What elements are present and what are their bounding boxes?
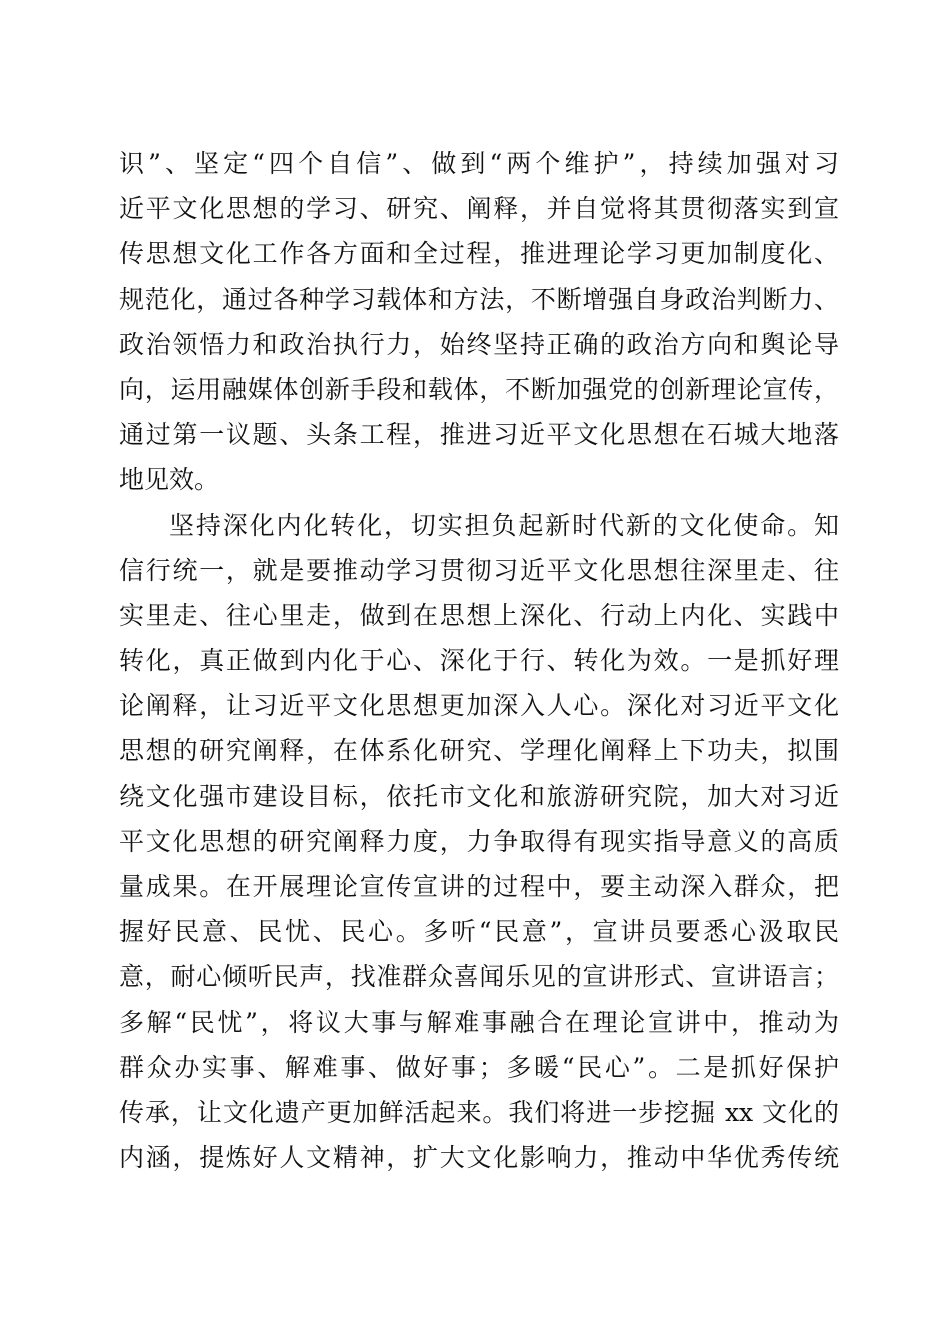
text-line: 传承，让文化遗产更加鲜活起来。我们将进一步挖掘 xx 文化的 bbox=[119, 1097, 839, 1127]
text-line: 地见效。 bbox=[119, 465, 220, 495]
text-line: 内涵，提炼好人文精神，扩大文化影响力，推动中华优秀传统 bbox=[119, 1143, 839, 1173]
text-line: 政治领悟力和政治执行力，始终坚持正确的政治方向和舆论导 bbox=[119, 329, 839, 359]
text-line: 握好民意、民忧、民心。多听“民意”，宣讲员要悉心汲取民 bbox=[119, 917, 839, 947]
text-line: 思想的研究阐释，在体系化研究、学理化阐释上下功夫，拟围 bbox=[119, 736, 839, 766]
text-line: 平文化思想的研究阐释力度，力争取得有现实指导意义的高质 bbox=[119, 826, 839, 856]
text-line: 实里走、往心里走，做到在思想上深化、行动上内化、实践中 bbox=[119, 600, 839, 630]
text-line: 量成果。在开展理论宣传宣讲的过程中，要主动深入群众，把 bbox=[119, 872, 839, 901]
text-line: 近平文化思想的学习、研究、阐释，并自觉将其贯彻落实到宣 bbox=[119, 194, 839, 224]
text-line: 规范化，通过各种学习载体和方法，不断增强自身政治判断力、 bbox=[119, 284, 839, 314]
text-line: 论阐释，让习近平文化思想更加深入人心。深化对习近平文化 bbox=[119, 691, 839, 721]
text-line: 群众办实事、解难事、做好事；多暖“民心”。二是抓好保护 bbox=[119, 1052, 839, 1082]
body-text bbox=[119, 141, 839, 1180]
paragraph-start-line: 坚持深化内化转化，切实担负起新时代新的文化使命。知 bbox=[169, 510, 839, 540]
text-line: 绕文化强市建设目标，依托市文化和旅游研究院，加大对习近 bbox=[119, 781, 839, 811]
text-line: 向，运用融媒体创新手段和载体，不断加强党的创新理论宣传， bbox=[119, 374, 839, 404]
text-line: 传思想文化工作各方面和全过程，推进理论学习更加制度化、 bbox=[119, 239, 839, 269]
text-line: 多解“民忧”，将议大事与解难事融合在理论宣讲中，推动为 bbox=[119, 1007, 839, 1037]
text-line: 通过第一议题、头条工程，推进习近平文化思想在石城大地落 bbox=[119, 420, 839, 450]
text-line: 转化，真正做到内化于心、深化于行、转化为效。一是抓好理 bbox=[119, 646, 839, 676]
text-line: 信行统一，就是要推动学习贯彻习近平文化思想往深里走、往 bbox=[119, 555, 839, 585]
text-line: 识”、坚定“四个自信”、做到“两个维护”，持续加强对习 bbox=[119, 149, 839, 178]
text-line: 意，耐心倾听民声，找准群众喜闻乐见的宣讲形式、宣讲语言； bbox=[119, 962, 839, 992]
